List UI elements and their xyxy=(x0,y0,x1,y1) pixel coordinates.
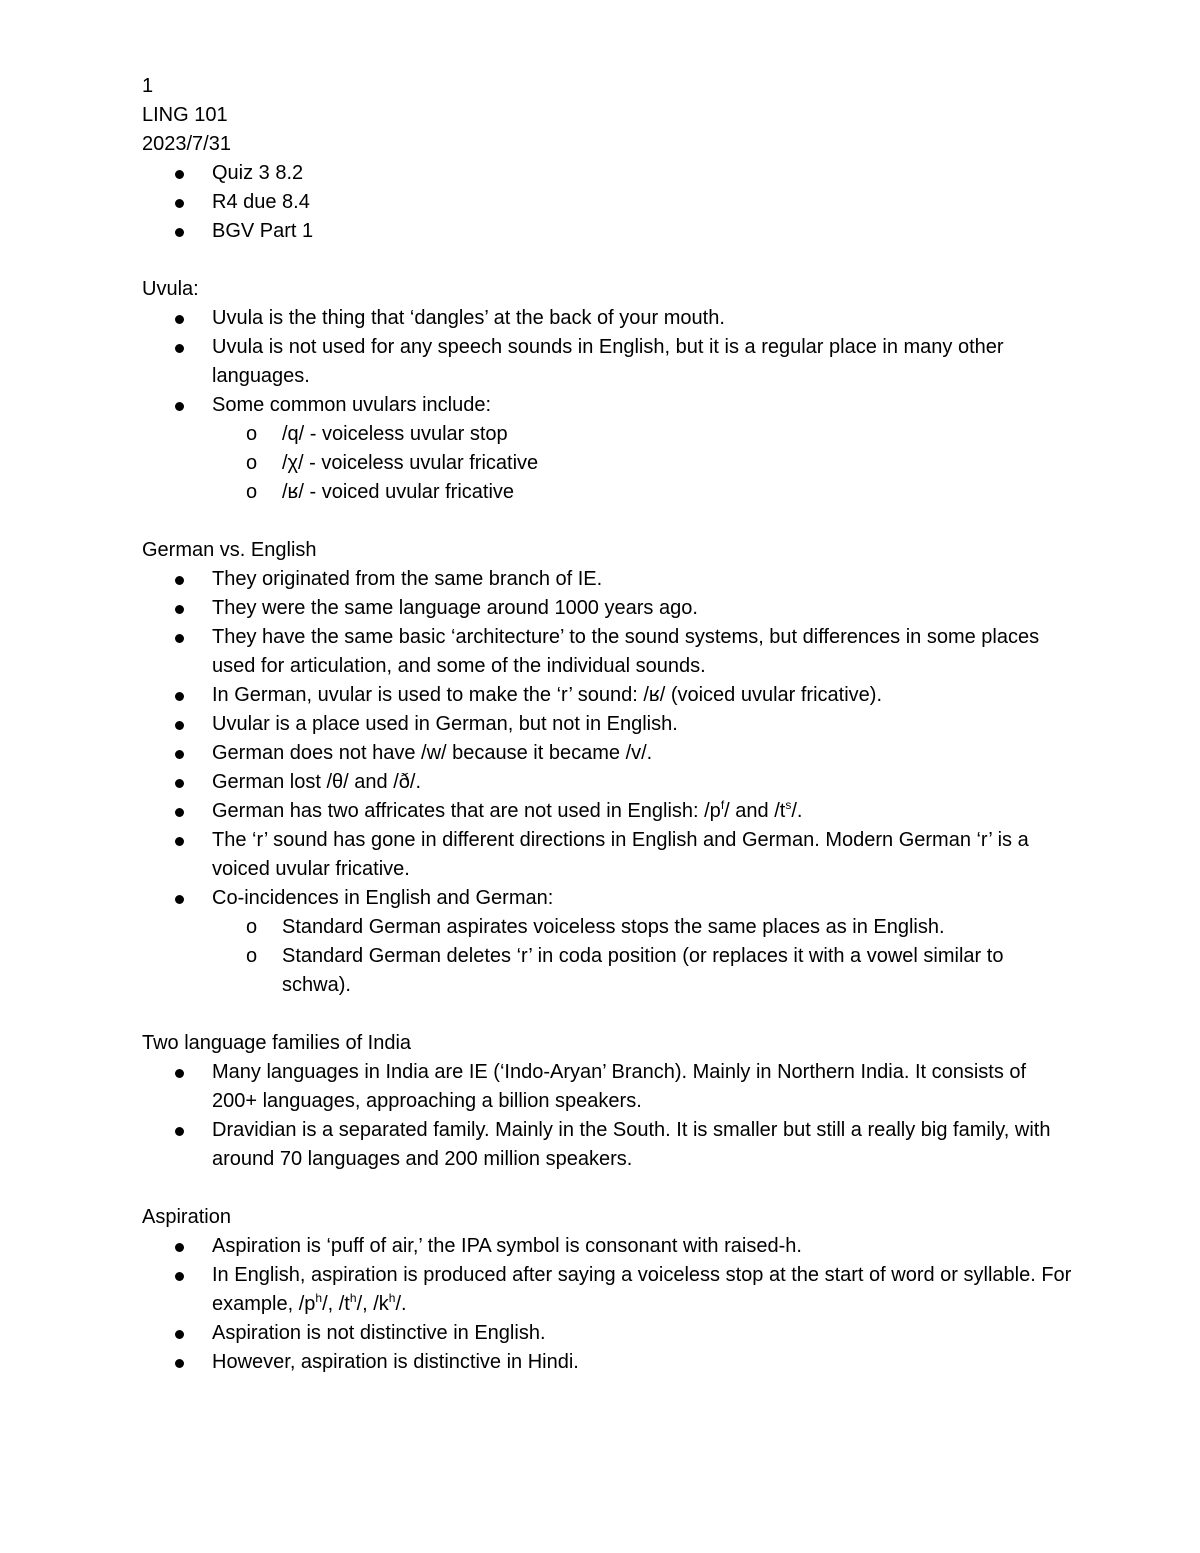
list-item: Many languages in India are IE (‘Indo-Aryan’ Branch). Mainly in Northern India. It consists of 200+ languages, approaching a billion speakers. xyxy=(142,1058,1072,1116)
bullet-icon xyxy=(175,315,184,324)
list-item: Some common uvulars include: o /q/ - voiceless uvular stop o /χ/ - voiceless uvular fricative o /ʁ/ - voiced uvular fricative xyxy=(142,391,1072,507)
circle-bullet-icon: o xyxy=(246,945,258,967)
section-heading-india: Two language families of India xyxy=(142,1032,412,1054)
bullet-icon xyxy=(175,1243,184,1252)
list-item: German lost /θ/ and /ð/. xyxy=(142,768,1072,797)
bullet-icon xyxy=(175,1069,184,1078)
bullet-icon xyxy=(175,1359,184,1368)
circle-bullet-icon: o xyxy=(246,423,258,445)
list-item: However, aspiration is distinctive in Hindi. xyxy=(142,1348,1072,1377)
section-heading-german: German vs. English xyxy=(142,539,317,561)
bullet-icon xyxy=(175,228,184,237)
bullet-icon xyxy=(175,692,184,701)
list-item: In English, aspiration is produced after saying a voiceless stop at the start of word or syllable. For example, $/p^h/$, $/t^h/$, $/k^h/$. xyxy=(142,1261,1072,1319)
circle-bullet-icon: o xyxy=(246,916,258,938)
bullet-icon xyxy=(175,634,184,643)
section-heading-uvula: Uvula: xyxy=(142,278,199,300)
german-list xyxy=(142,565,1080,1000)
bullet-icon xyxy=(175,721,184,730)
list-item: Aspiration is ‘puff of air,’ the IPA symbol is consonant with raised-h. xyxy=(142,1232,1072,1261)
india-list xyxy=(142,1058,1080,1174)
sublist-item: o /ʁ/ - voiced uvular fricative xyxy=(212,478,1072,507)
list-item: In German, uvular is used to make the ‘r’ sound: /ʁ/ (voiced uvular fricative). xyxy=(142,681,1072,710)
list-item: Uvula is not used for any speech sounds in English, but it is a regular place in many other languages. xyxy=(142,333,1072,391)
bullet-icon xyxy=(175,1330,184,1339)
list-item: Uvular is a place used in German, but not in English. xyxy=(142,710,1072,739)
agenda-list xyxy=(142,159,1080,246)
uvula-list xyxy=(142,304,1080,507)
bullet-icon xyxy=(175,837,184,846)
list-item: They have the same basic ‘architecture’ to the sound systems, but differences in some places used for articulation, and some of the individual sounds. xyxy=(142,623,1072,681)
aspiration-list xyxy=(142,1232,1080,1377)
uvulars-sublist xyxy=(212,420,1072,507)
list-item: Quiz 3 8.2 xyxy=(142,159,1072,188)
bullet-icon xyxy=(175,750,184,759)
coincidences-sublist xyxy=(212,913,1072,1000)
list-item: Aspiration is not distinctive in English. xyxy=(142,1319,1072,1348)
list-item: Co-incidences in English and German: o Standard German aspirates voiceless stops the same places as in English. o Standard German deletes ‘r’ in coda position (or replaces it with a vowel similar to schwa). xyxy=(142,884,1072,1000)
list-item: R4 due 8.4 xyxy=(142,188,1072,217)
list-item: BGV Part 1 xyxy=(142,217,1072,246)
course-title: LING 101 xyxy=(142,104,228,126)
bullet-icon xyxy=(175,402,184,411)
circle-bullet-icon: o xyxy=(246,452,258,474)
list-item: Uvula is the thing that ‘dangles’ at the back of your mouth. xyxy=(142,304,1072,333)
circle-bullet-icon: o xyxy=(246,481,258,503)
bullet-icon xyxy=(175,170,184,179)
sublist-item: o Standard German deletes ‘r’ in coda position (or replaces it with a vowel similar to schwa). xyxy=(212,942,1072,1000)
bullet-icon xyxy=(175,779,184,788)
bullet-icon xyxy=(175,344,184,353)
bullet-icon xyxy=(175,576,184,585)
page-number: 1 xyxy=(142,75,154,97)
section-heading-aspiration: Aspiration xyxy=(142,1206,231,1228)
list-item: Dravidian is a separated family. Mainly in the South. It is smaller but still a really big family, with around 70 languages and 200 million speakers. xyxy=(142,1116,1072,1174)
bullet-icon xyxy=(175,808,184,817)
bullet-icon xyxy=(175,1127,184,1136)
sublist-item: o Standard German aspirates voiceless stops the same places as in English. xyxy=(212,913,1072,942)
list-item: The ‘r’ sound has gone in different directions in English and German. Modern German ‘r’ is a voiced uvular fricative. xyxy=(142,826,1072,884)
bullet-icon xyxy=(175,1272,184,1281)
bullet-icon xyxy=(175,895,184,904)
list-item: They were the same language around 1000 years ago. xyxy=(142,594,1072,623)
sublist-item: o /χ/ - voiceless uvular fricative xyxy=(212,449,1072,478)
bullet-icon xyxy=(175,199,184,208)
bullet-icon xyxy=(175,605,184,614)
list-item: German does not have /w/ because it became /v/. xyxy=(142,739,1072,768)
date: 2023/7/31 xyxy=(142,133,231,155)
list-item: They originated from the same branch of IE. xyxy=(142,565,1072,594)
list-item: German has two affricates that are not used in English: $/p^f/$ and $/t^s/$. xyxy=(142,797,1072,826)
sublist-item: o /q/ - voiceless uvular stop xyxy=(212,420,1072,449)
